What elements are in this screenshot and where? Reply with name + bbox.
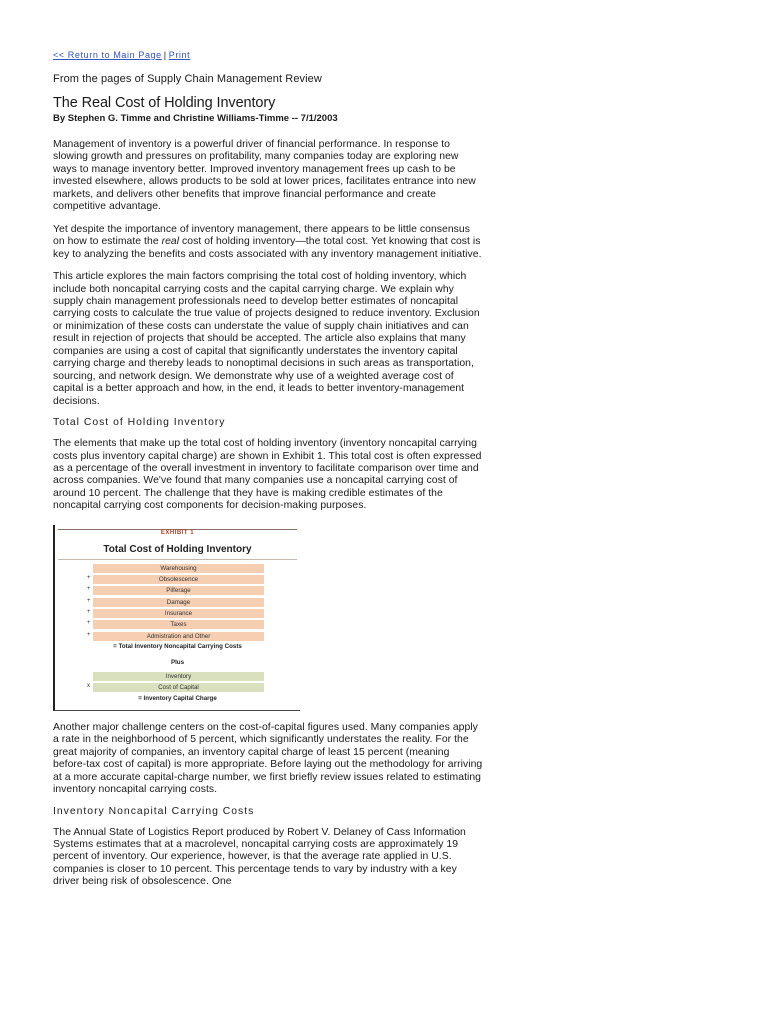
cost-component-box: Warehousing (93, 564, 264, 573)
cost-component-box: Obsolescence (93, 575, 264, 584)
top-nav (53, 50, 483, 64)
operator-symbol: + (87, 620, 91, 627)
exhibit-title-rule (58, 559, 297, 560)
plus-row (55, 653, 300, 671)
exhibit-1-figure (53, 525, 300, 711)
paragraph-5: Another major challenge centers on the cost-of-capital figures used. Many companies apply a rate in the neighborhood of 5 percent, which significantly understates the reality. For the great majority of companies, an inventory capital charge of least 15 percent (meaning before-tax cost of capital) is more appropriate. Before laying out the methodology for arriving at a more accurate capital-charge number, we first briefly review issues related to estimating inventory noncapital carrying costs. (53, 721, 483, 796)
operator-symbol: x (87, 683, 90, 690)
noncapital-row (55, 574, 300, 585)
operator-symbol: + (87, 608, 91, 615)
paragraph-4: The elements that make up the total cost of holding inventory (inventory noncapital carrying costs plus inventory capital charge) are shown in Exhibit 1. This total cost is often expressed as a percentage of the overall investment in inventory to facilitate comparison over time and across companies. We've found that many companies use a noncapital carrying cost of around 10 percent. The challenge that they have is making credible estimates of the noncapital carrying cost components for decision-making purposes. (53, 438, 482, 512)
noncapital-row (55, 631, 300, 642)
article-byline: By Stephen G. Timme and Christine Williams-Timme -- 7/1/2003 (53, 113, 338, 124)
noncapital-row (55, 597, 300, 608)
operator-symbol: + (87, 631, 91, 638)
paragraph-2-text-b: cost of holding inventory—the total cost. Yet knowing that cost is key to analyzing the benefits and costs associated with any inventory management initiative. (53, 236, 482, 260)
cost-component-box: Insurance (93, 609, 264, 618)
noncapital-row (55, 563, 300, 574)
noncapital-row (55, 585, 300, 596)
cost-component-box: Admistration and Other (93, 632, 264, 641)
noncapital-row (55, 619, 300, 630)
operator-symbol: + (87, 597, 91, 604)
article-page (53, 50, 483, 889)
paragraph-2-emphasis: real (161, 236, 180, 248)
cost-component-box: Pilferage (93, 586, 264, 595)
cost-component-box: Damage (93, 598, 264, 607)
capital-total-row (55, 694, 300, 705)
section-heading-total-cost: Total Cost of Holding Inventory (53, 417, 226, 429)
noncapital-total-row (55, 642, 300, 653)
capital-row (55, 682, 300, 693)
print-link[interactable]: Print (168, 50, 191, 60)
section-heading-noncapital: Inventory Noncapital Carrying Costs (53, 805, 255, 817)
return-to-main-link[interactable]: << Return to Main Page (53, 50, 162, 60)
cost-component-box: Taxes (93, 620, 264, 629)
paragraph-2-text-a: Yet despite the importance of inventory management, there appears to be little consensus on how to estimate the (53, 223, 471, 248)
noncapital-row (55, 608, 300, 619)
noncapital-total-label: = Total Inventory Noncapital Carrying Costs (113, 642, 242, 650)
source-line: From the pages of Supply Chain Management Review (53, 73, 322, 85)
capital-total-label: = Inventory Capital Charge (138, 694, 217, 702)
operator-symbol: + (87, 586, 91, 593)
capital-row (55, 671, 300, 682)
paragraph-2 (53, 224, 483, 261)
exhibit-title: Total Cost of Holding Inventory (103, 543, 252, 555)
cost-component-box: Inventory (93, 672, 264, 681)
exhibit-label: EXHIBIT 1 (160, 529, 195, 536)
plus-label: Plus (170, 659, 185, 667)
cost-component-box: Cost of Capital (93, 683, 264, 692)
operator-symbol: + (87, 575, 91, 582)
article-title: The Real Cost of Holding Inventory (53, 95, 276, 111)
paragraph-6: The Annual State of Logistics Report produced by Robert V. Delaney of Cass Information Systems estimates that at a macrolevel, noncapital carrying costs are approximately 19 percent of inventory. Our experience, however, is that the average rate applied in U.S. companies is closer to 10 percent. This percentage tends to vary by industry with a key driver being risk of obsolescence. One (53, 826, 466, 888)
paragraph-3: This article explores the main factors comprising the total cost of holding inventory, which include both noncapital carrying costs and the capital carrying charge. We explain why supply chain management professionals need to develop better estimates of noncapital carrying costs to calculate the true value of projects designed to reduce inventory. Exclusion or minimization of these costs can understate the value of supply chain initiatives and can result in rejection of projects that should be accepted. The article also explains that many companies are using a cost of capital that significantly understates the inventory capital carrying charge and thereby leads to nonoptimal decisions in such areas as transportation, sourcing, and network design. We demonstrate why use of a weighted average cost of capital is a better approach and how, in the end, it leads to better inventory-management decisions. (53, 271, 480, 407)
exhibit-rows (55, 563, 300, 705)
paragraph-1: Management of inventory is a powerful driver of financial performance. In response to slowing growth and pressures on profitability, many companies today are exploring new ways to manage inventory better. Improved inventory management frees up cash to be invested elsewhere, allows products to be sold at lower prices, facilitates entrance into new markets, and delivers other benefits that improve financial performance and create competitive advantage. (53, 139, 476, 213)
nav-separator: | (163, 50, 167, 60)
